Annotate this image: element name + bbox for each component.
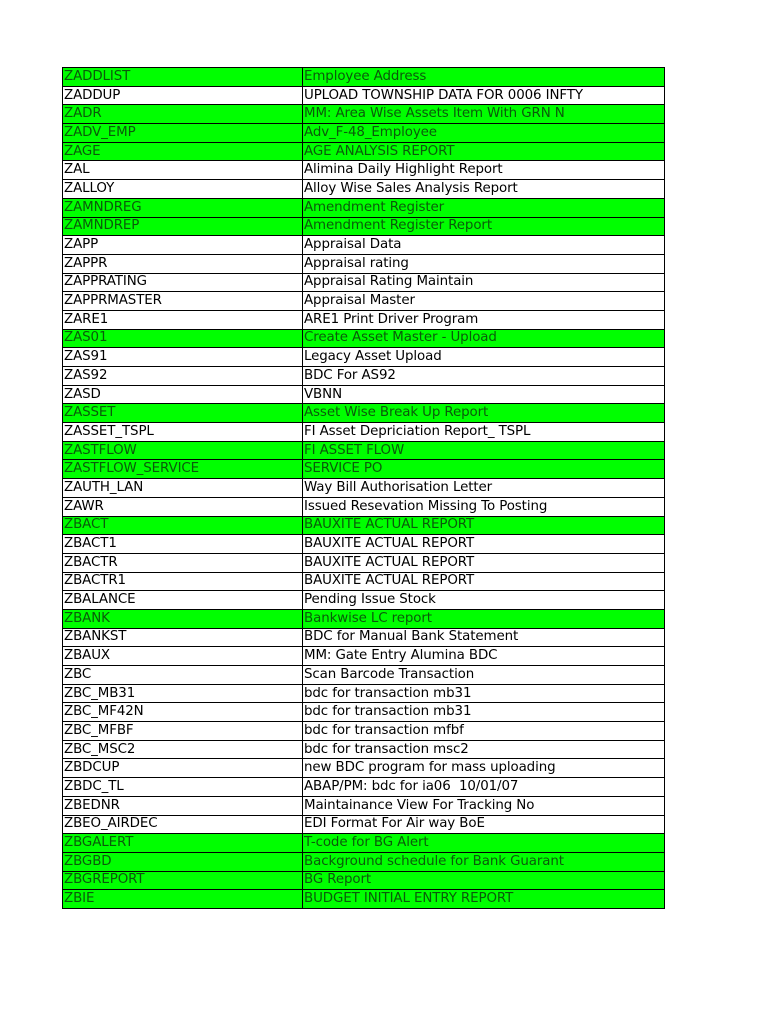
transaction-code-table — [62, 67, 665, 909]
table-row — [63, 404, 665, 423]
transaction-code-cell: ZBACTR1 — [63, 572, 303, 591]
table-row — [63, 572, 665, 591]
table-row — [63, 591, 665, 610]
transaction-code-cell: ZAPPRATING — [63, 273, 303, 292]
description-cell: MM: Area Wise Assets Item With GRN N — [303, 105, 665, 124]
description-cell: Appraisal rating — [303, 254, 665, 273]
table-row — [63, 497, 665, 516]
table-row — [63, 852, 665, 871]
description-cell: VBNN — [303, 385, 665, 404]
table-row — [63, 666, 665, 685]
transaction-code-cell: ZASSET — [63, 404, 303, 423]
table-row — [63, 834, 665, 853]
table-row — [63, 236, 665, 255]
description-cell: Appraisal Rating Maintain — [303, 273, 665, 292]
transaction-code-cell: ZBACT1 — [63, 535, 303, 554]
transaction-code-cell: ZADR — [63, 105, 303, 124]
table-row — [63, 273, 665, 292]
transaction-code-cell: ZBAUX — [63, 647, 303, 666]
table-row — [63, 86, 665, 105]
table-row — [63, 609, 665, 628]
transaction-code-cell: ZBALANCE — [63, 591, 303, 610]
transaction-code-cell: ZBC_MFBF — [63, 722, 303, 741]
transaction-code-cell: ZBIE — [63, 890, 303, 909]
transaction-code-cell: ZASTFLOW — [63, 441, 303, 460]
description-cell: BAUXITE ACTUAL REPORT — [303, 572, 665, 591]
description-cell: Asset Wise Break Up Report — [303, 404, 665, 423]
table-row — [63, 217, 665, 236]
description-cell: ARE1 Print Driver Program — [303, 310, 665, 329]
description-cell: Alloy Wise Sales Analysis Report — [303, 180, 665, 199]
table-row — [63, 254, 665, 273]
transaction-code-cell: ZAMNDREG — [63, 198, 303, 217]
description-cell: Issued Resevation Missing To Posting — [303, 497, 665, 516]
table-row — [63, 722, 665, 741]
table-row — [63, 684, 665, 703]
table-row — [63, 516, 665, 535]
description-cell: bdc for transaction mfbf — [303, 722, 665, 741]
table-row — [63, 105, 665, 124]
transaction-code-cell: ZBEDNR — [63, 796, 303, 815]
transaction-code-cell: ZADV_EMP — [63, 124, 303, 143]
table-row — [63, 292, 665, 311]
table-row — [63, 348, 665, 367]
table-body — [63, 68, 665, 909]
description-cell: T-code for BG Alert — [303, 834, 665, 853]
description-cell: Create Asset Master - Upload — [303, 329, 665, 348]
table-row — [63, 740, 665, 759]
transaction-code-cell: ZBDC_TL — [63, 778, 303, 797]
table-row — [63, 871, 665, 890]
table-row — [63, 890, 665, 909]
description-cell: SERVICE PO — [303, 460, 665, 479]
description-cell: Scan Barcode Transaction — [303, 666, 665, 685]
transaction-code-cell: ZAWR — [63, 497, 303, 516]
transaction-code-cell: ZAPP — [63, 236, 303, 255]
description-cell: Amendment Register — [303, 198, 665, 217]
description-cell: BAUXITE ACTUAL REPORT — [303, 553, 665, 572]
transaction-code-cell: ZBEO_AIRDEC — [63, 815, 303, 834]
description-cell: AGE ANALYSIS REPORT — [303, 142, 665, 161]
description-cell: Amendment Register Report — [303, 217, 665, 236]
transaction-code-cell: ZBACTR — [63, 553, 303, 572]
transaction-code-cell: ZBGBD — [63, 852, 303, 871]
table-row — [63, 367, 665, 386]
description-cell: Legacy Asset Upload — [303, 348, 665, 367]
transaction-code-cell: ZAUTH_LAN — [63, 479, 303, 498]
description-cell: Adv_F-48_Employee — [303, 124, 665, 143]
transaction-code-cell: ZAS92 — [63, 367, 303, 386]
table-row — [63, 310, 665, 329]
table-row — [63, 535, 665, 554]
transaction-code-cell: ZADDLIST — [63, 68, 303, 87]
transaction-code-cell: ZAL — [63, 161, 303, 180]
table-row — [63, 198, 665, 217]
table-row — [63, 423, 665, 442]
transaction-code-cell: ZBC_MSC2 — [63, 740, 303, 759]
description-cell: FI Asset Depriciation Report_ TSPL — [303, 423, 665, 442]
transaction-code-cell: ZAPPRMASTER — [63, 292, 303, 311]
table-row — [63, 815, 665, 834]
description-cell: BDC for Manual Bank Statement — [303, 628, 665, 647]
transaction-code-cell: ZASSET_TSPL — [63, 423, 303, 442]
transaction-code-cell: ZBC — [63, 666, 303, 685]
description-cell: BUDGET INITIAL ENTRY REPORT — [303, 890, 665, 909]
description-cell: EDI Format For Air way BoE — [303, 815, 665, 834]
description-cell: new BDC program for mass uploading — [303, 759, 665, 778]
transaction-code-cell: ZBANK — [63, 609, 303, 628]
transaction-code-cell: ZAS91 — [63, 348, 303, 367]
transaction-code-cell: ZBDCUP — [63, 759, 303, 778]
transaction-code-cell: ZBANKST — [63, 628, 303, 647]
description-cell: MM: Gate Entry Alumina BDC — [303, 647, 665, 666]
transaction-code-cell: ZADDUP — [63, 86, 303, 105]
table-row — [63, 759, 665, 778]
description-cell: BAUXITE ACTUAL REPORT — [303, 516, 665, 535]
description-cell: ABAP/PM: bdc for ia06 10/01/07 — [303, 778, 665, 797]
description-cell: BAUXITE ACTUAL REPORT — [303, 535, 665, 554]
transaction-code-cell: ZAS01 — [63, 329, 303, 348]
description-cell: BG Report — [303, 871, 665, 890]
description-cell: Way Bill Authorisation Letter — [303, 479, 665, 498]
description-cell: Appraisal Data — [303, 236, 665, 255]
transaction-code-cell: ZASD — [63, 385, 303, 404]
table-row — [63, 479, 665, 498]
description-cell: Bankwise LC report — [303, 609, 665, 628]
transaction-code-cell: ZALLOY — [63, 180, 303, 199]
table-row — [63, 180, 665, 199]
transaction-code-cell: ZBACT — [63, 516, 303, 535]
description-cell: BDC For AS92 — [303, 367, 665, 386]
transaction-code-cell: ZBGALERT — [63, 834, 303, 853]
transaction-code-cell: ZARE1 — [63, 310, 303, 329]
table-row — [63, 124, 665, 143]
description-cell: Pending Issue Stock — [303, 591, 665, 610]
transaction-code-cell: ZAPPR — [63, 254, 303, 273]
transaction-code-cell: ZBC_MB31 — [63, 684, 303, 703]
description-cell: bdc for transaction msc2 — [303, 740, 665, 759]
table-row — [63, 329, 665, 348]
table-row — [63, 460, 665, 479]
transaction-code-cell: ZAMNDREP — [63, 217, 303, 236]
transaction-code-cell: ZBC_MF42N — [63, 703, 303, 722]
table-row — [63, 161, 665, 180]
table-row — [63, 553, 665, 572]
table-row — [63, 385, 665, 404]
description-cell: Employee Address — [303, 68, 665, 87]
transaction-code-cell: ZAGE — [63, 142, 303, 161]
description-cell: bdc for transaction mb31 — [303, 703, 665, 722]
table-row — [63, 142, 665, 161]
description-cell: FI ASSET FLOW — [303, 441, 665, 460]
table-row — [63, 647, 665, 666]
description-cell: Background schedule for Bank Guarant — [303, 852, 665, 871]
table-row — [63, 68, 665, 87]
table-row — [63, 703, 665, 722]
description-cell: Maintainance View For Tracking No — [303, 796, 665, 815]
table-row — [63, 778, 665, 797]
description-cell: Appraisal Master — [303, 292, 665, 311]
description-cell: bdc for transaction mb31 — [303, 684, 665, 703]
transaction-code-cell: ZASTFLOW_SERVICE — [63, 460, 303, 479]
description-cell: UPLOAD TOWNSHIP DATA FOR 0006 INFTY — [303, 86, 665, 105]
description-cell: Alimina Daily Highlight Report — [303, 161, 665, 180]
table-row — [63, 796, 665, 815]
table-row — [63, 441, 665, 460]
transaction-code-cell: ZBGREPORT — [63, 871, 303, 890]
table-row — [63, 628, 665, 647]
